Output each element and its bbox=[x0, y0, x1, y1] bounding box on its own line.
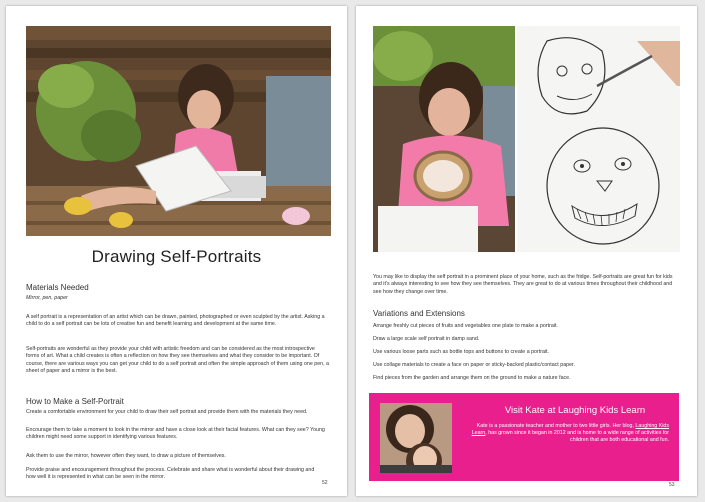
variation-item-1: Arrange freshly cut pieces of fruits and vegetables one plate to make a portrait. bbox=[373, 323, 558, 329]
self-portrait-drawing-photo bbox=[517, 26, 680, 252]
variation-item-5: Find pieces from the garden and arrange them on the ground to make a nature face. bbox=[373, 375, 571, 381]
variations-heading: Variations and Extensions bbox=[373, 309, 465, 318]
materials-text: Mirror, pen, paper bbox=[26, 295, 68, 301]
left-page bbox=[6, 6, 347, 496]
howto-heading: How to Make a Self-Portrait bbox=[26, 397, 124, 406]
intro-paragraph-2: Self-portraits are wonderful as they provide your child with artistic freedom and can be considered as the most introspective forms of art. What a child creates is often a reflection on how they see themselves and what they consider to be important. Of course, there are various ways you can get your child to do a self portrait and often the simple approach of them using one pen, a sheet of paper and a mirror is the best. bbox=[26, 346, 329, 375]
author-photo bbox=[380, 403, 452, 473]
variation-item-4: Use collage materials to create a face on paper or sticky-backed plastic/contact paper. bbox=[373, 362, 575, 368]
banner-text-part-2: , has grown since it began in 2012 and is home to a wide range of activities for children that are both educational and fun. bbox=[485, 430, 669, 444]
variation-item-3: Use various loose parts such as bottle tops and buttons to create a portrait. bbox=[373, 349, 550, 355]
banner-text bbox=[471, 423, 669, 445]
author-banner bbox=[369, 393, 679, 481]
materials-heading: Materials Needed bbox=[26, 283, 89, 292]
banner-title: Visit Kate at Laughing Kids Learn bbox=[504, 405, 646, 416]
intro-paragraph-1: A self portrait is a representation of an artist which can be drawn, painted, photographed or even sculpted by the artist. Asking a child to do a self portrait can be lots of creative fun and benefit learning and development at the same time. bbox=[26, 314, 325, 328]
howto-paragraph-1: Create a comfortable environment for your child to draw their self portrait and provide them with the materials they need. bbox=[26, 409, 308, 415]
variation-item-2: Draw a large scale self portrait in damp sand. bbox=[373, 336, 480, 342]
display-paragraph: You may like to display the self portrait in a prominent place of your home, such as the fridge. Self-portraits are great fun for kids and it's always interesting to see how they see themselves. They are great to do at various times throughout their childhood and see how they change over time. bbox=[373, 274, 673, 295]
blog-link[interactable]: Laughing Kids Learn bbox=[471, 423, 669, 437]
right-page bbox=[356, 6, 697, 496]
page-number: 53 bbox=[669, 482, 675, 488]
howto-paragraph-4: Provide praise and encouragement throughout the process. Celebrate and share what is wonderful about their drawing and how well it is represented in what can be seen in the mirror. bbox=[26, 467, 315, 481]
child-mirror-photo bbox=[373, 26, 515, 252]
howto-paragraph-2: Encourage them to take a moment to look in the mirror and have a close look at their facial features. What can they see? Young children might need some support in identifying various features. bbox=[26, 427, 325, 441]
banner-text-part-1: Kate is a passionate teacher and mother to two little girls. Her blog, bbox=[476, 423, 636, 429]
child-drawing-photo bbox=[26, 26, 331, 236]
page-number: 52 bbox=[322, 480, 328, 486]
howto-paragraph-3: Ask them to use the mirror, however often they want, to draw a picture of themselves. bbox=[26, 453, 226, 459]
page-title: Drawing Self-Portraits bbox=[91, 247, 262, 266]
